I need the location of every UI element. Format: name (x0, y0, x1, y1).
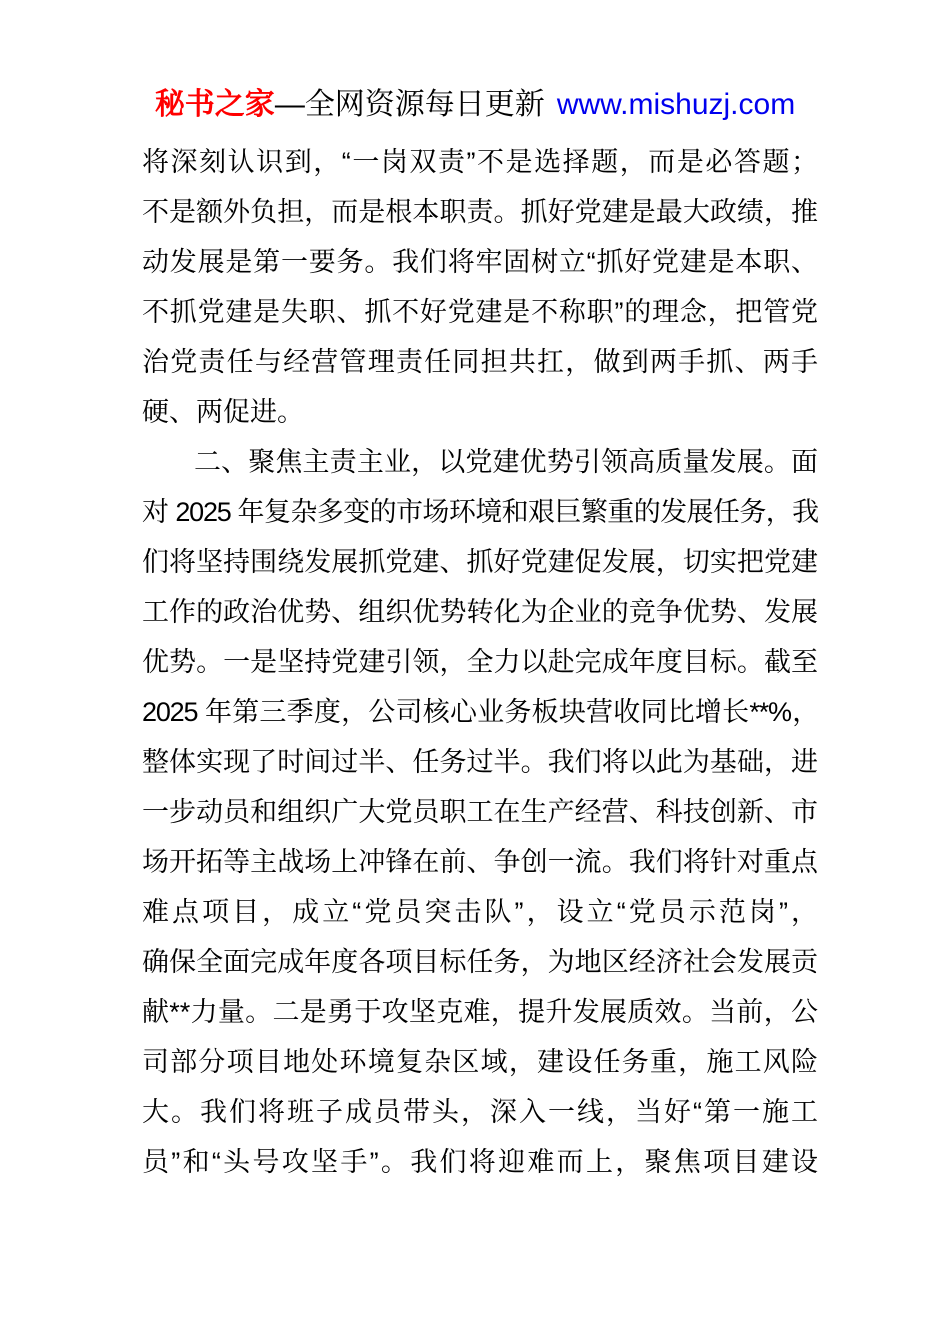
site-logo-text: 秘书之家 (154, 88, 275, 121)
text-line: 不抓党建是失职、抓不好党建是不称职”的理念，把管党 (142, 297, 818, 327)
text-line: 工作的政治优势、组织优势转化为企业的竞争优势、发展 (142, 597, 818, 627)
text-line: 献**力量。二是勇于攻坚克难，提升发展质效。当前，公 (142, 997, 818, 1027)
text-line: 员”和“头号攻坚手”。我们将迎难而上，聚焦项目建设 (142, 1147, 818, 1177)
header-tagline: —全网资源每日更新 (274, 88, 545, 121)
text-line: 治党责任与经营管理责任同担共扛，做到两手抓、两手 (142, 347, 818, 377)
text-line: 司部分项目地处环境复杂区域，建设任务重，施工风险 (142, 1047, 818, 1077)
text-line: 不是额外负担，而是根本职责。抓好党建是最大政绩，推 (142, 197, 818, 227)
text-line: 优势。一是坚持党建引领，全力以赴完成年度目标。截至 (142, 647, 818, 677)
text-line: 一步动员和组织广大党员职工在生产经营、科技创新、市 (142, 797, 818, 827)
text-line: 难点项目，成立“党员突击队”，设立“党员示范岗”， (142, 897, 818, 927)
text-line: 整体实现了时间过半、任务过半。我们将以此为基础，进 (142, 747, 818, 777)
document-body (142, 137, 818, 1187)
text-line: 确保全面完成年度各项目标任务，为地区经济社会发展贡 (142, 947, 818, 977)
text-line: 们将坚持围绕发展抓党建、抓好党建促发展，切实把党建 (142, 547, 818, 577)
page-header (0, 86, 950, 124)
text-line: 硬、两促进。 (142, 397, 304, 427)
text-line: 将深刻认识到，“一岗双责”不是选择题，而是必答题； (142, 147, 818, 177)
text-line: 大。我们将班子成员带头，深入一线，当好“第一施工 (142, 1097, 818, 1127)
text-line: 动发展是第一要务。我们将牢固树立“抓好党建是本职、 (142, 247, 818, 277)
text-line: 对 2025 年复杂多变的市场环境和艰巨繁重的发展任务，我 (142, 497, 818, 527)
site-url-link[interactable]: www.mishuzj.com (556, 88, 796, 121)
text-line: 场开拓等主战场上冲锋在前、争创一流。我们将针对重点 (142, 847, 818, 877)
text-line: 二、聚焦主责主业，以党建优势引领高质量发展。面 (194, 447, 818, 477)
text-line: 2025 年第三季度，公司核心业务板块营收同比增长**%， (142, 697, 818, 727)
